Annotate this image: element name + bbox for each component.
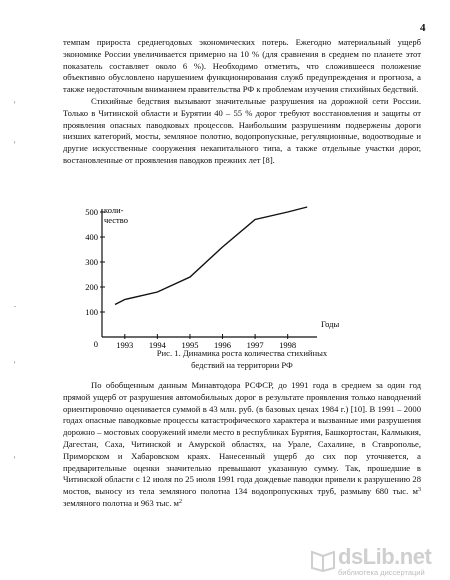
- margin-mark: ': [14, 360, 16, 369]
- x-tick-label: 1998: [279, 340, 297, 350]
- x-tick-label: 1993: [116, 340, 134, 350]
- chart: [72, 197, 340, 350]
- series-line: [115, 207, 307, 305]
- superscript: 2: [178, 498, 182, 505]
- x-tick-label: 1997: [246, 340, 264, 350]
- x-tick-label: 1994: [148, 340, 166, 350]
- paragraph: [63, 380, 421, 510]
- y-tick-label: 200: [85, 282, 98, 292]
- watermark: [294, 542, 444, 578]
- figure-caption: [63, 348, 421, 372]
- margin-mark: .: [14, 300, 16, 309]
- y-tick-label: 400: [85, 232, 98, 242]
- paragraph-text: По обобщенным данным Минавтодора РСФСР, до 1991 года в среднем за один год прямой ущерб от разрушения автомобильных дорог в результате проявления только наводнений ориентировочно оценивается суммой в 43 млн. руб. (в базовых ценах 1984 г.) [10]. В 1991 – 2000 годах опасные паводковые процессы катастрофического характера и вызванные ими разрушения дорожно – мостовых сооружений имели место в республиках Бурятия, Башкортостан, Калмыкия, Дагестан, Саха, Читинской и Амурской областях, на Урале, Сахалине, в Ставрополье, Приморском и Хабаровском краях. Нанесенный ущерб до сих пор уточняется, а предварительные оценки значительно превышают указанную сумму. Так, прошедшие в Читинской области с 12 июля по 25 июля 1991 года дождевые паводки привели к разрушению 28 мостов, выносу из тела земляного полотна 134 водопропускных труб, размыву 680 тыс. м: [63, 380, 421, 497]
- x-axis-label: Годы: [321, 319, 340, 329]
- watermark-title: dsLib.net: [338, 544, 432, 569]
- origin-label: 0: [93, 339, 98, 349]
- y-tick-label: 300: [85, 257, 98, 267]
- paragraph: Стихийные бедствия вызывают значительные разрушения на дорожной сети России. Только в Читинской области и Бурятии 40 – 55 % дорог требуют восстановления и защиты от проявления опасных паводковых процессов. Наибольшим разрушениям подвержены дороги низших категорий, мосты, земляное полотно, водопропускные, регуляционные, водоотводные и другие искусственные сооружения некапитального типа, а также отдельные участки дорог, востановленные от проявления паводков прежних лет [8].: [63, 95, 421, 165]
- caption-line: бедствий на территории РФ: [191, 359, 293, 370]
- watermark-subtitle: библиотека диссертаций: [338, 568, 425, 577]
- y-axis-label: коли-: [104, 205, 124, 215]
- y-axis-label: чество: [104, 215, 128, 225]
- margin-mark: ': [14, 455, 16, 464]
- caption-line: Рис. 1. Динамика роста количества стихийных: [156, 348, 328, 358]
- y-tick-label: 100: [85, 307, 98, 317]
- page-number: 4: [420, 22, 426, 34]
- x-tick-label: 1996: [214, 340, 232, 350]
- line-chart: [72, 197, 340, 350]
- body-text-top: [63, 37, 421, 167]
- book-logo-icon: [310, 548, 336, 572]
- binding-margin-marks: [0, 0, 40, 580]
- y-tick-label: 500: [85, 207, 98, 217]
- body-text-bottom: [63, 380, 421, 510]
- x-tick-label: 1995: [181, 340, 199, 350]
- paragraph-text: земляного полотна и 963 тыс. м: [63, 497, 179, 508]
- margin-mark: ': [14, 100, 16, 109]
- margin-mark: ': [14, 140, 16, 149]
- paragraph: темпам прироста среднегодовых экономических потерь. Ежегодно материальный ущерб экономике России увеличивается примерно на 10 % (для сравнения в среднем по планете этот показатель составляет около 6 %). Необходимо отметить, что сложившееся положение объективно обусловлено нарушением функционирования служб предупреждения и прогноза, а также недостаточным вниманием правительства РФ к проблемам изучения стихийных бедствий.: [63, 37, 421, 95]
- superscript: 3: [418, 487, 421, 494]
